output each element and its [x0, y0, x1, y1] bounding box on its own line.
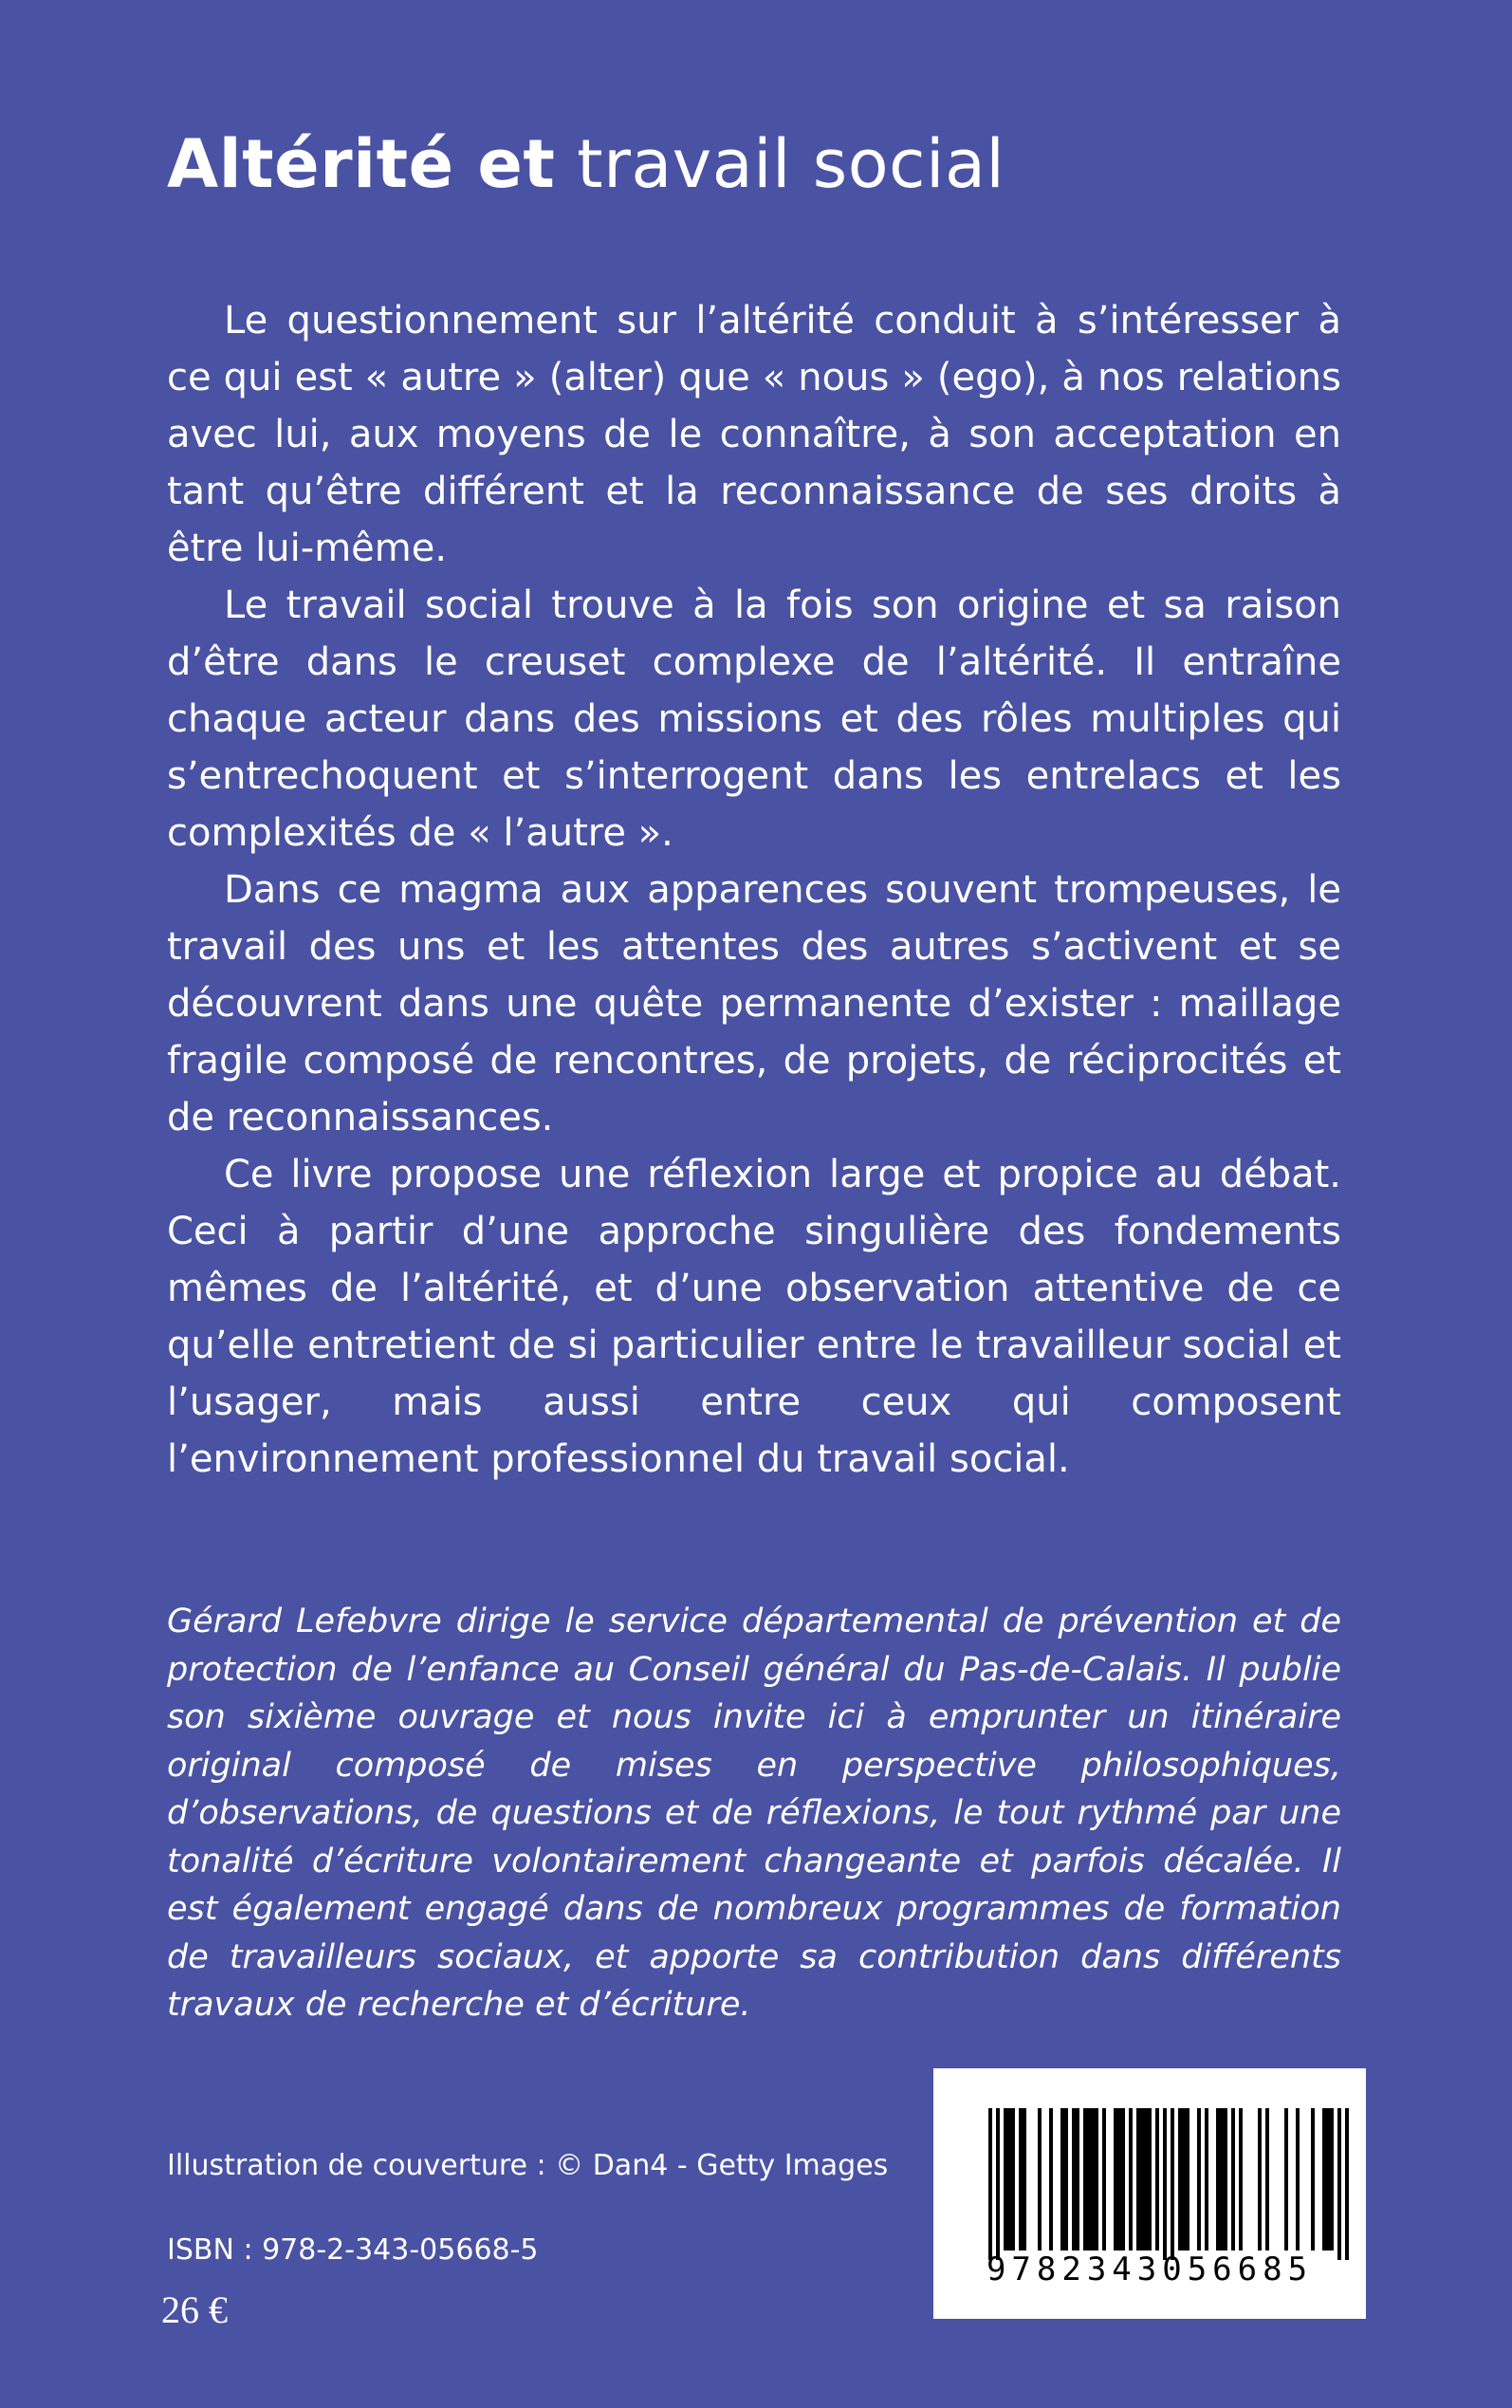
barcode-bar: [1322, 2108, 1326, 2251]
barcode-bar: [1121, 2108, 1125, 2251]
blurb-paragraph: Dans ce magma aux apparences souvent trompeuses, le travail des uns et les attentes des autres s’activent et se découvrent dans une quête permanente d’exister : maillage fragile composé de rencontres, de projets, de réciprocités et de reconnaissances.: [167, 868, 1341, 1139]
barcode-bar: [1114, 2108, 1117, 2251]
barcode-bar: [1144, 2108, 1148, 2251]
isbn: ISBN : 978-2-343-05668-5: [167, 2233, 539, 2267]
book-title: [167, 121, 1005, 207]
blurb-paragraph: Le travail social trouve à la fois son origine et sa raison d’être dans le creuset complexe de l’altérité. Il entraîne chaque acteur dans des missions et des rôles multiples qui s’entrechoquent et s’interrogent dans les entrelacs et les complexités de « l’autre ».: [167, 583, 1341, 855]
barcode-bar: [1265, 2108, 1269, 2251]
barcode-bar: [1258, 2108, 1262, 2251]
barcode-bar: [1182, 2108, 1186, 2251]
barcode-bar: [1140, 2108, 1144, 2251]
barcode-number: 9782343056685: [986, 2251, 1314, 2288]
barcode: [933, 2068, 1366, 2319]
barcode-bar: [1011, 2108, 1015, 2251]
barcode-bar: [1186, 2108, 1189, 2251]
barcode-bar: [1239, 2108, 1243, 2251]
barcode-bar: [1007, 2108, 1011, 2251]
barcode-bar: [1216, 2108, 1220, 2251]
illustration-credit: Illustration de couverture : © Dan4 - Getty Images: [167, 2149, 889, 2182]
barcode-bar: [1083, 2108, 1087, 2251]
barcode-bar: [1220, 2108, 1224, 2251]
barcode-bar: [1205, 2108, 1208, 2251]
barcode-bar: [1136, 2108, 1140, 2251]
barcode-bar: [1148, 2108, 1152, 2251]
barcode-bar: [1197, 2108, 1201, 2251]
barcode-bar: [1326, 2108, 1330, 2251]
barcode-bar: [1064, 2108, 1068, 2251]
barcode-bar: [1163, 2108, 1167, 2260]
barcode-bar: [1284, 2108, 1288, 2251]
barcode-bar: [1171, 2108, 1174, 2260]
barcode-bar: [1296, 2108, 1300, 2251]
barcode-bar: [1178, 2108, 1182, 2251]
barcode-bar: [988, 2108, 992, 2260]
barcode-bar: [1019, 2108, 1023, 2251]
barcode-bar: [1038, 2108, 1042, 2251]
barcode-bar: [1330, 2108, 1334, 2251]
barcode-bar: [1231, 2108, 1235, 2251]
title-bold-part: Altérité et: [167, 125, 556, 203]
author-bio: Gérard Lefebvre dirige le service départemental de prévention et de protection de l’enfance au Conseil général du Pas-de-Calais. Il publie son sixième ouvrage et nous invite ici à emprunter un itinéraire original composé de mises en perspective philosophiques, d’observations, de questions et de réflexions, le tout rythmé par une tonalité d’écriture volontairement changeante et parfois décalée. Il est également engagé dans de nombreux programmes de formation de travailleurs sociaux, et apporte sa contribution dans différents travaux de recherche et d’écriture.: [167, 1602, 1341, 2024]
barcode-bar: [1087, 2108, 1091, 2251]
barcode-bar: [1004, 2108, 1007, 2251]
title-light-part: travail social: [577, 125, 1005, 203]
barcode-bar: [1117, 2108, 1121, 2251]
barcode-bar: [1072, 2108, 1076, 2251]
barcode-bar: [1091, 2108, 1095, 2251]
barcode-bar: [1337, 2108, 1341, 2260]
barcode-bar: [1224, 2108, 1227, 2251]
barcode-bar: [1155, 2108, 1159, 2251]
barcode-bar: [1345, 2108, 1349, 2260]
barcode-bar: [1311, 2108, 1315, 2251]
barcode-bar: [1049, 2108, 1053, 2251]
blurb-paragraph: Le questionnement sur l’altérité conduit à s’intéresser à ce qui est « autre » (alter) que « nous » (ego), à nos relations avec lui, aux moyens de le connaître, à son acceptation en tant qu’être différent et la reconnaissance de ses droits à être lui-même.: [167, 299, 1341, 570]
barcode-bar: [1060, 2108, 1064, 2251]
barcode-bar: [1102, 2108, 1106, 2251]
blurb-paragraph: Ce livre propose une réflexion large et propice au débat. Ceci à partir d’une approche singulière des fondements mêmes de l’altérité, et d’une observation attentive de ce qu’elle entretient de si particulier entre le travailleur social et l’usager, mais aussi entre ceux qui composent l’environnement professionnel du travail social.: [167, 1153, 1341, 1481]
price: 26 €: [161, 2288, 228, 2331]
blurb: [167, 292, 1341, 1488]
barcode-bar: [1129, 2108, 1133, 2251]
barcode-bar: [1095, 2108, 1098, 2251]
barcode-bar: [1076, 2108, 1079, 2251]
barcode-bar: [1023, 2108, 1026, 2251]
barcode-bar: [996, 2108, 1000, 2260]
